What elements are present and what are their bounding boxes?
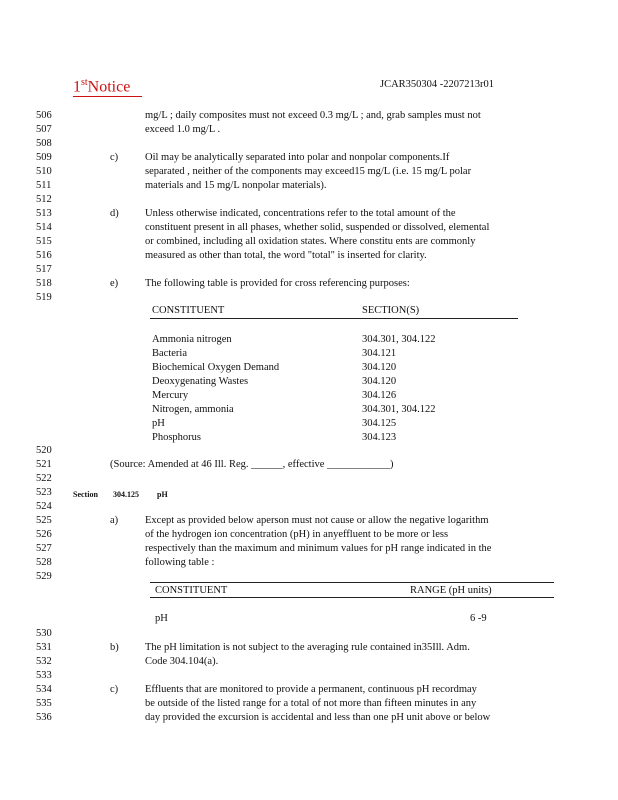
paragraph-line: or combined, including all oxidation states. Where constitu ents are commonly [145,236,476,247]
table2-header-range: RANGE (pH units) [410,585,492,596]
paragraph-line: Unless otherwise indicated, concentrations refer to the total amount of the [145,208,456,219]
section-word: Section [73,490,98,499]
line-number: 512 [36,194,52,205]
table2-header-rule [150,597,554,598]
line-number: 516 [36,250,52,261]
item-label: d) [110,208,119,219]
line-number: 508 [36,138,52,149]
table-header-constituent: CONSTITUENT [152,305,225,316]
document-code: JCAR350304 -2207213r01 [380,79,495,90]
line-number: 522 [36,473,52,484]
table-cell-constituent: Bacteria [152,348,187,359]
line-number: 534 [36,684,52,695]
table2-header-constituent: CONSTITUENT [155,585,228,596]
table-cell-constituent: Mercury [152,390,189,401]
table2-cell-range: 6 -9 [470,613,487,624]
notice-suffix: st [81,77,88,88]
line-number: 507 [36,124,52,135]
table-cell-section: 304.301, 304.122 [362,404,436,415]
paragraph-line: Effluents that are monitored to provide a permanent, continuous pH recordmay [145,684,477,695]
paragraph-line: Except as provided below aperson must not cause or allow the negative logarithm [145,515,489,526]
line-number: 519 [36,292,52,303]
table-cell-section: 304.301, 304.122 [362,334,436,345]
notice-word: Notice [87,78,131,96]
line-number: 533 [36,670,52,681]
line-number: 523 [36,487,52,498]
table-cell-section: 304.121 [362,348,397,359]
paragraph-line: be outside of the listed range for a total of not more than fifteen minutes in any [145,698,477,709]
item-label: c) [110,684,119,695]
table-header-rule [150,318,518,319]
line-number: 518 [36,278,52,289]
table-cell-section: 304.120 [362,362,397,373]
section-number: 304.125 [113,490,139,499]
item-label: c) [110,152,119,163]
paragraph-line: respectively than the maximum and minimum values for pH range indicated in the [145,543,492,554]
table-cell-constituent: pH [152,418,165,429]
line-number: 526 [36,529,52,540]
line-number: 515 [36,236,52,247]
table-cell-section: 304.120 [362,376,397,387]
line-number: 532 [36,656,52,667]
line-number: 517 [36,264,52,275]
notice-number: 1 [73,78,81,96]
line-number: 514 [36,222,52,233]
line-number: 511 [36,180,52,191]
table2-top-rule [150,582,554,583]
line-number: 527 [36,543,52,554]
section-title: pH [157,490,168,499]
paragraph-line: day provided the excursion is accidental and less than one pH unit above or below [145,712,491,723]
table-cell-section: 304.126 [362,390,397,401]
table-cell-constituent: Ammonia nitrogen [152,334,232,345]
table-cell-constituent: Deoxygenating Wastes [152,376,249,387]
line-number: 530 [36,628,52,639]
paragraph-line: constituent present in all phases, whether solid, suspended or dissolved, elemental [145,222,490,233]
paragraph-line: Code 304.104(a). [145,656,219,667]
notice-heading [73,74,142,97]
line-number: 509 [36,152,52,163]
line-number: 521 [36,459,52,470]
line-number: 536 [36,712,52,723]
item-label: e) [110,278,119,289]
item-label: b) [110,642,119,653]
line-number: 535 [36,698,52,709]
line-number: 510 [36,166,52,177]
line-number: 531 [36,642,52,653]
paragraph-line: materials and 15 mg/L nonpolar materials). [145,180,327,191]
line-number: 513 [36,208,52,219]
paragraph-line: separated , neither of the components may exceed15 mg/L (i.e. 15 mg/L polar [145,166,472,177]
table-cell-section: 304.125 [362,418,397,429]
paragraph-line: following table : [145,557,215,568]
paragraph-line: The following table is provided for cross referencing purposes: [145,278,410,289]
line-number: 528 [36,557,52,568]
paragraph-line: exceed 1.0 mg/L . [145,124,221,135]
line-number: 520 [36,445,52,456]
line-number: 506 [36,110,52,121]
paragraph-line: of the hydrogen ion concentration (pH) in anyeffluent to be more or less [145,529,449,540]
table-header-sections: SECTION(S) [362,305,420,316]
paragraph-line: Oil may be analytically separated into polar and nonpolar components.If [145,152,450,163]
table2-cell-constituent: pH [155,613,168,624]
item-label: a) [110,515,119,526]
table-cell-constituent: Phosphorus [152,432,202,443]
line-number: 529 [36,571,52,582]
source-note: (Source: Amended at 46 Ill. Reg. ______, effective ____________) [110,459,394,470]
line-number: 524 [36,501,52,512]
line-number: 525 [36,515,52,526]
table-cell-constituent: Biochemical Oxygen Demand [152,362,280,373]
paragraph-line: The pH limitation is not subject to the averaging rule contained in35Ill. Adm. [145,642,470,653]
table-cell-section: 304.123 [362,432,397,443]
paragraph-line: mg/L ; daily composites must not exceed 0.3 mg/L ; and, grab samples must not [145,110,481,121]
table-cell-constituent: Nitrogen, ammonia [152,404,234,415]
paragraph-line: measured as other than total, the word "total" is inserted for clarity. [145,250,427,261]
